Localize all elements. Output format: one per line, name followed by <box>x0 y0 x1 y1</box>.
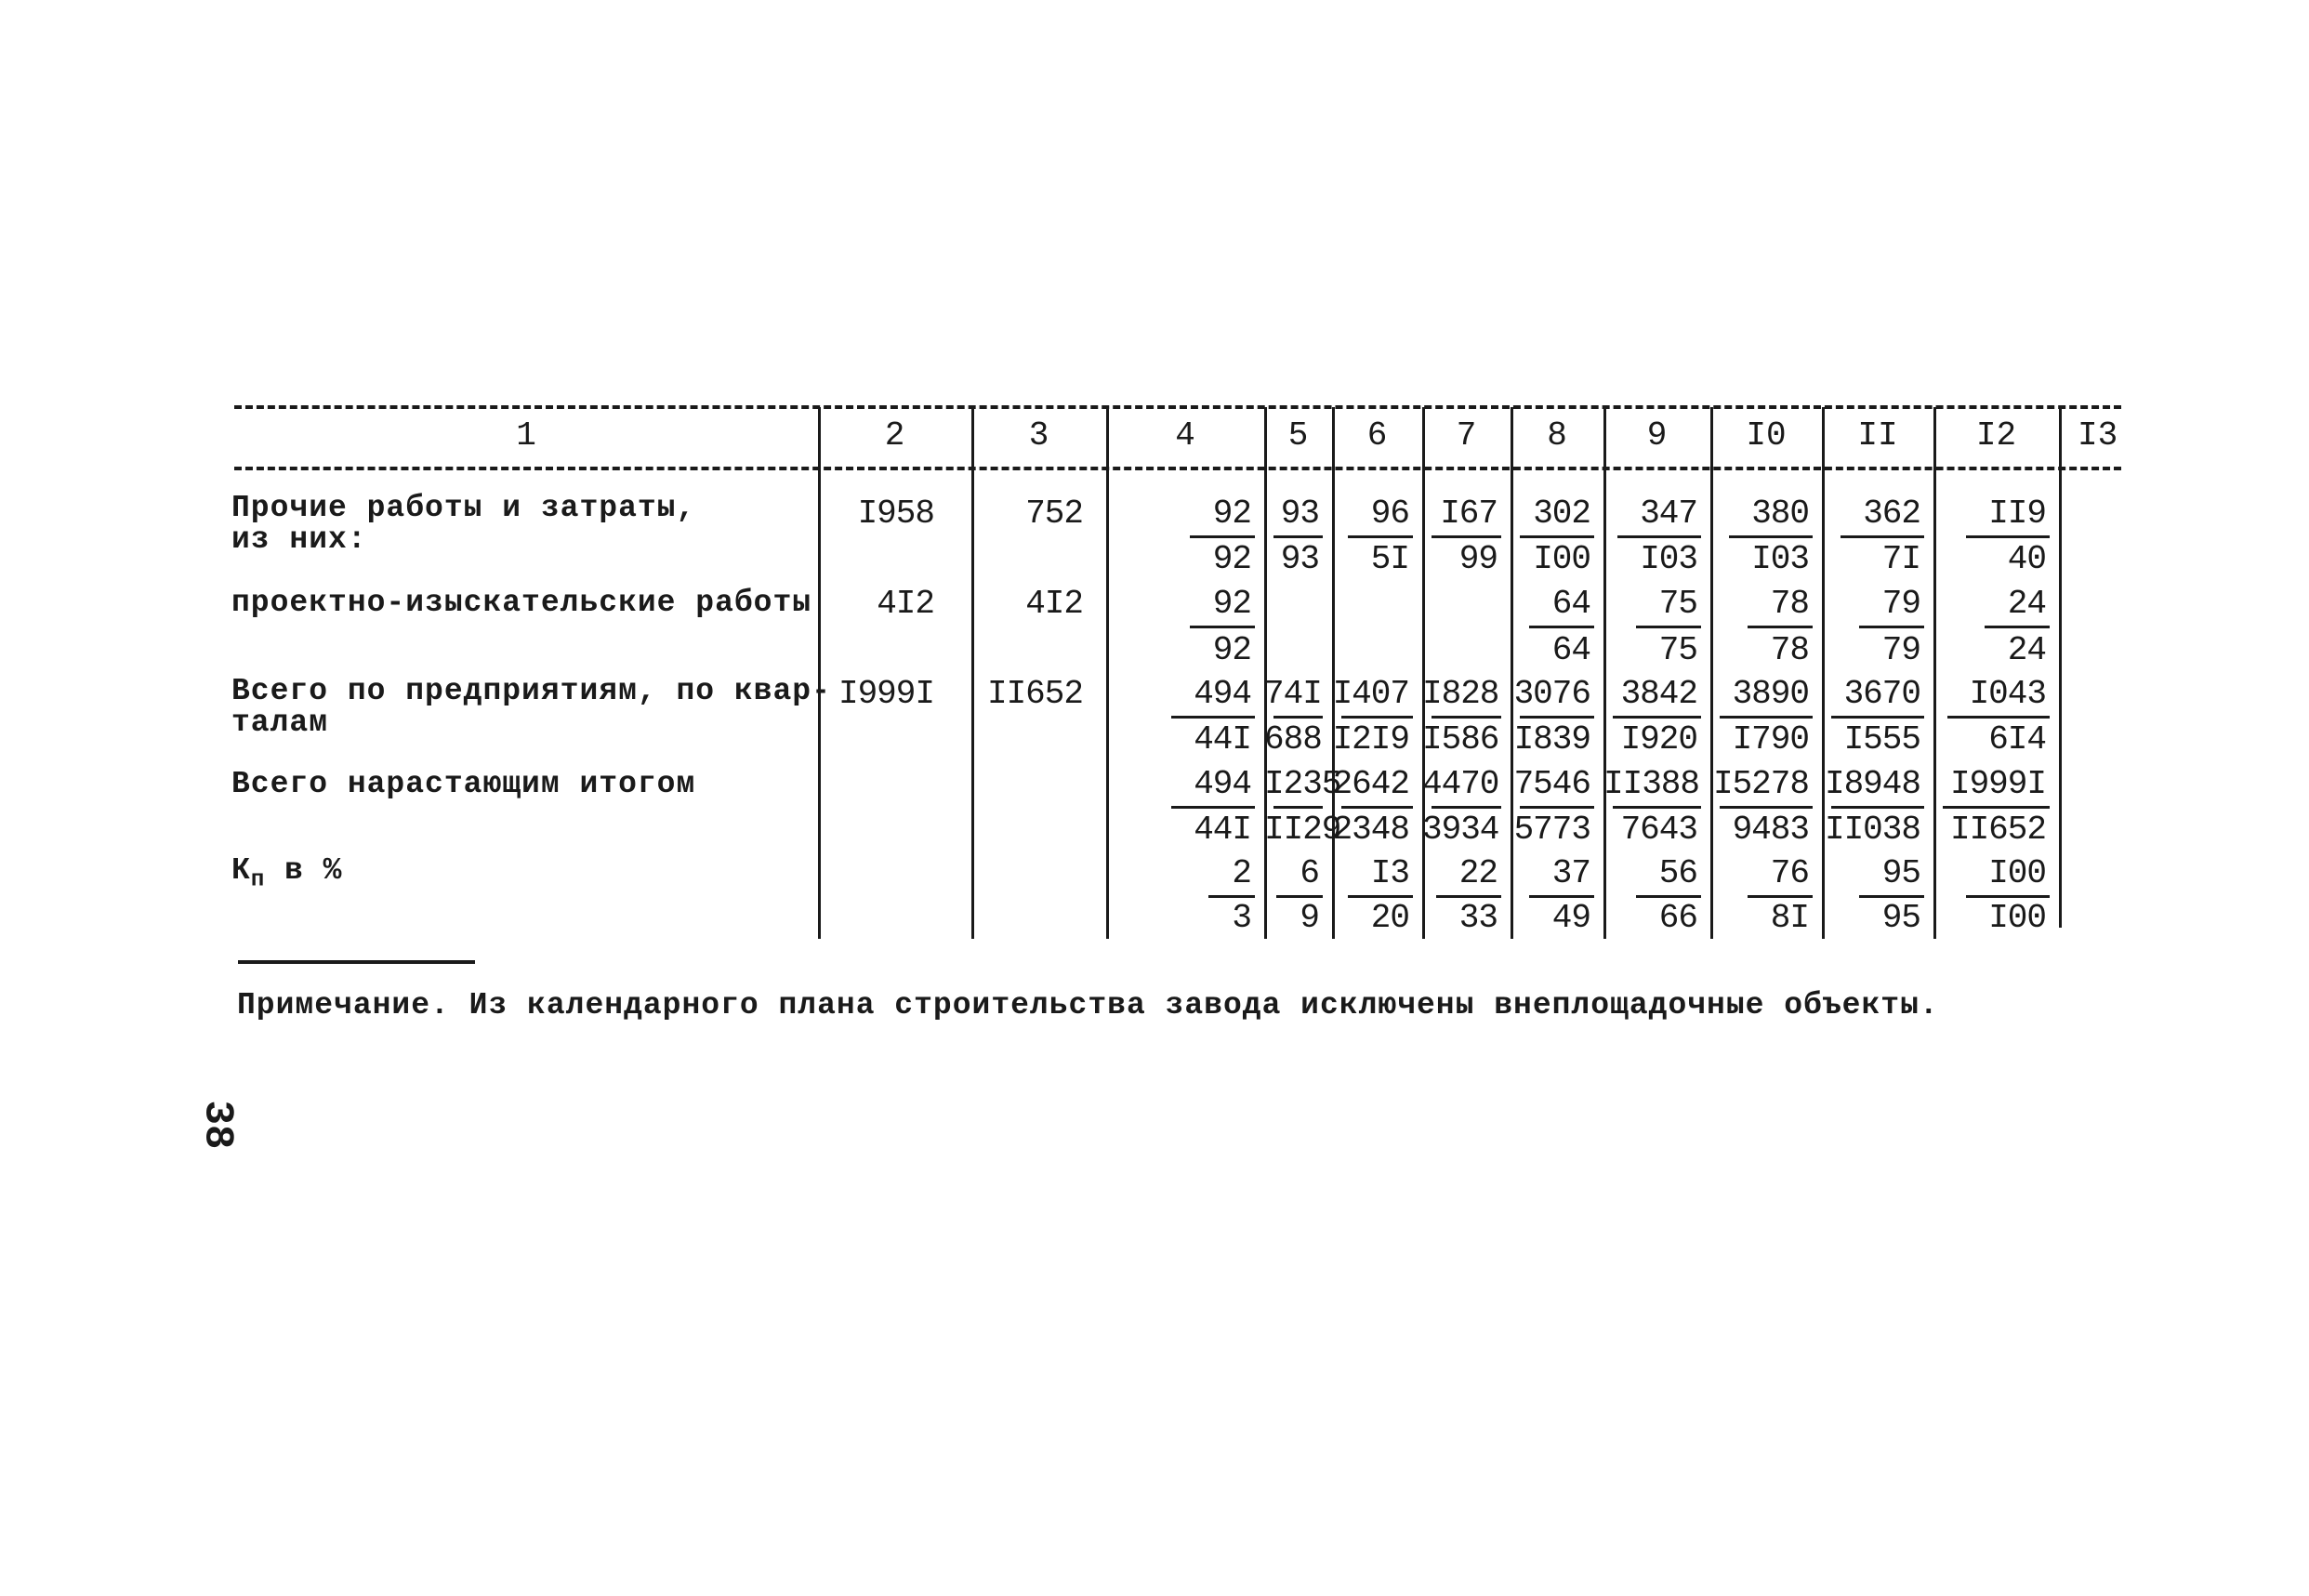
fraction-bar <box>1729 535 1813 538</box>
quarter-value-top: I407 <box>1332 675 1409 713</box>
quarter-value-bottom: 9 <box>1300 899 1319 937</box>
quarter-value-top: 4470 <box>1422 765 1499 803</box>
fraction-bar <box>1432 716 1501 719</box>
quarter-value-bottom: I03 <box>1751 540 1809 578</box>
quarter-value-bottom: 66 <box>1658 899 1697 937</box>
fraction-bar <box>1436 895 1501 898</box>
quarter-value-top: 3890 <box>1732 675 1809 713</box>
header-col-4: 4 <box>1175 416 1195 455</box>
quarter-value-top: 56 <box>1658 854 1697 892</box>
quarter-value-bottom: 79 <box>1881 631 1920 669</box>
quarter-value-bottom: 688 <box>1264 720 1322 758</box>
quarter-value-top: 74I <box>1264 675 1322 713</box>
quarter-value-top: I3 <box>1370 854 1409 892</box>
header-col-8: 8 <box>1547 416 1567 455</box>
fraction-bar <box>1341 716 1413 719</box>
quarter-value-bottom: I790 <box>1732 720 1809 758</box>
quarter-value-bottom: 44I <box>1194 720 1251 758</box>
quarter-value-bottom: I586 <box>1422 720 1499 758</box>
fraction-bar <box>1273 716 1323 719</box>
fraction-bar <box>1190 626 1255 628</box>
fraction-bar <box>1841 535 1924 538</box>
fraction-bar <box>1432 806 1501 809</box>
fraction-bar <box>1171 806 1255 809</box>
fraction-bar <box>1947 716 2050 719</box>
quarter-value-bottom: 20 <box>1370 899 1409 937</box>
quarter-value-top: 79 <box>1881 585 1920 623</box>
quarter-value-top: 76 <box>1770 854 1809 892</box>
fraction-bar <box>1720 716 1813 719</box>
fraction-bar <box>1636 626 1701 628</box>
quarter-value-bottom: 7I <box>1881 540 1920 578</box>
header-col-10: I0 <box>1746 416 1787 455</box>
quarter-value-top: 362 <box>1863 495 1920 533</box>
quarter-value-bottom: I839 <box>1513 720 1590 758</box>
quarter-value-bottom: 5I <box>1370 540 1409 578</box>
cell-col3: II652 <box>986 675 1083 713</box>
quarter-value-top: II9 <box>1988 495 2046 533</box>
header-col-7: 7 <box>1456 416 1477 455</box>
fraction-bar <box>1748 626 1813 628</box>
quarter-value-top: I999I <box>1949 765 2046 803</box>
column-rule <box>2059 407 2062 928</box>
quarter-value-top: 3670 <box>1843 675 1920 713</box>
fraction-bar <box>1520 535 1594 538</box>
cell-col2: 4I2 <box>877 585 934 623</box>
table-note: Примечание. Из календарного плана строительства завода исключены внеплощадочные объекты. <box>237 988 1939 1022</box>
fraction-bar <box>1613 716 1701 719</box>
fraction-bar <box>1859 895 1924 898</box>
fraction-bar <box>1432 535 1501 538</box>
cell-col3: 4I2 <box>1025 585 1083 623</box>
header-col-12: I2 <box>1975 416 2017 455</box>
fraction-bar <box>1208 895 1255 898</box>
cell-col2: I999I <box>838 675 934 713</box>
quarter-value-bottom: I555 <box>1843 720 1920 758</box>
fraction-bar <box>1966 535 2050 538</box>
quarter-value-bottom: II29 <box>1264 811 1341 849</box>
quarter-value-top: 96 <box>1370 495 1409 533</box>
quarter-value-top: 6 <box>1300 854 1319 892</box>
quarter-value-top: I5278 <box>1712 765 1809 803</box>
fraction-bar <box>1943 806 2050 809</box>
quarter-value-top: 2 <box>1232 854 1251 892</box>
header-col-11: II <box>1857 416 1898 455</box>
column-rule <box>971 407 974 939</box>
quarter-value-top: 302 <box>1533 495 1590 533</box>
fraction-bar <box>1748 895 1813 898</box>
fraction-bar <box>1966 895 2050 898</box>
header-col-3: 3 <box>1028 416 1049 455</box>
quarter-value-top: 95 <box>1881 854 1920 892</box>
cell-col3: 752 <box>1025 495 1083 533</box>
quarter-value-top: 3842 <box>1620 675 1697 713</box>
header-col-1: 1 <box>516 416 536 455</box>
fraction-bar <box>1276 895 1323 898</box>
fraction-bar <box>1273 535 1323 538</box>
fraction-bar <box>1348 895 1413 898</box>
quarter-value-bottom: 92 <box>1212 631 1251 669</box>
fraction-bar <box>1341 806 1413 809</box>
fraction-bar <box>1520 716 1594 719</box>
quarter-value-top: 78 <box>1770 585 1809 623</box>
fraction-bar <box>1529 895 1594 898</box>
quarter-value-bottom: I920 <box>1620 720 1697 758</box>
fraction-bar <box>1617 535 1701 538</box>
page-number: 38 <box>193 1100 241 1150</box>
quarter-value-top: 3076 <box>1513 675 1590 713</box>
quarter-value-top: 494 <box>1194 765 1251 803</box>
fraction-bar <box>1831 806 1924 809</box>
cell-col2: I958 <box>857 495 934 533</box>
quarter-value-bottom: I00 <box>1533 540 1590 578</box>
quarter-value-bottom: 3 <box>1232 899 1251 937</box>
header-col-9: 9 <box>1646 416 1668 455</box>
quarter-value-top: 92 <box>1212 495 1251 533</box>
quarter-value-top: I67 <box>1440 495 1498 533</box>
fraction-bar <box>1520 806 1594 809</box>
quarter-value-top: II388 <box>1603 765 1700 803</box>
quarter-value-top: 93 <box>1280 495 1319 533</box>
quarter-value-bottom: 40 <box>2007 540 2046 578</box>
quarter-value-top: I00 <box>1988 854 2046 892</box>
quarter-value-bottom: 6I4 <box>1988 720 2046 758</box>
quarter-value-top: I828 <box>1422 675 1499 713</box>
header-col-13: I3 <box>2078 416 2118 455</box>
header-col-2: 2 <box>884 416 905 455</box>
row-label-design-survey: проектно-изыскательские работы <box>231 586 812 620</box>
quarter-value-top: 380 <box>1751 495 1809 533</box>
fraction-bar <box>1348 535 1413 538</box>
fraction-bar <box>1859 626 1924 628</box>
fraction-bar <box>1190 535 1255 538</box>
quarter-value-top: 494 <box>1194 675 1251 713</box>
quarter-value-bottom: 2348 <box>1332 811 1409 849</box>
fraction-bar <box>1636 895 1701 898</box>
quarter-value-bottom: 93 <box>1280 540 1319 578</box>
quarter-value-bottom: 49 <box>1551 899 1590 937</box>
quarter-value-bottom: 44I <box>1194 811 1251 849</box>
quarter-value-bottom: 78 <box>1770 631 1809 669</box>
quarter-value-top: 75 <box>1658 585 1697 623</box>
quarter-value-bottom: II652 <box>1949 811 2046 849</box>
table-top-rule <box>234 405 2121 409</box>
quarter-value-bottom: 3934 <box>1422 811 1499 849</box>
quarter-value-bottom: I03 <box>1640 540 1697 578</box>
footnote-rule <box>238 960 475 964</box>
quarter-value-top: I043 <box>1969 675 2046 713</box>
quarter-value-top: 22 <box>1458 854 1498 892</box>
column-rule <box>818 407 821 939</box>
fraction-bar <box>1529 626 1594 628</box>
fraction-bar <box>1720 806 1813 809</box>
quarter-value-bottom: 95 <box>1881 899 1920 937</box>
row-label-other-works: Прочие работы и затраты, из них: <box>231 491 696 557</box>
quarter-value-bottom: 64 <box>1551 631 1590 669</box>
fraction-bar <box>1831 716 1924 719</box>
quarter-value-bottom: 99 <box>1458 540 1498 578</box>
row-label-cumulative-total: Всего нарастающим итогом <box>231 767 696 801</box>
quarter-value-bottom: II038 <box>1824 811 1920 849</box>
quarter-value-bottom: 33 <box>1458 899 1498 937</box>
quarter-value-top: I235 <box>1264 765 1341 803</box>
row-label-kp-percent: $К_п$ в % <box>231 853 343 893</box>
quarter-value-top: 24 <box>2007 585 2046 623</box>
quarter-value-bottom: 5773 <box>1513 811 1590 849</box>
fraction-bar <box>1171 716 1255 719</box>
quarter-value-bottom: 8I <box>1770 899 1809 937</box>
header-col-5: 5 <box>1287 416 1309 455</box>
row-label-total-by-quarter: Всего по предприятиям, по квар- талам <box>231 674 831 740</box>
quarter-value-top: 92 <box>1212 585 1251 623</box>
quarter-value-bottom: 75 <box>1658 631 1697 669</box>
fraction-bar <box>1985 626 2050 628</box>
header-col-6: 6 <box>1366 416 1388 455</box>
quarter-value-top: 7546 <box>1513 765 1590 803</box>
quarter-value-bottom: 7643 <box>1620 811 1697 849</box>
quarter-value-top: 347 <box>1640 495 1697 533</box>
quarter-value-top: 37 <box>1551 854 1590 892</box>
header-bottom-rule <box>234 467 2121 470</box>
quarter-value-bottom: 92 <box>1212 540 1251 578</box>
quarter-value-top: I8948 <box>1824 765 1920 803</box>
fraction-bar <box>1613 806 1701 809</box>
quarter-value-top: 2642 <box>1332 765 1409 803</box>
quarter-value-bottom: 24 <box>2007 631 2046 669</box>
quarter-value-top: 64 <box>1551 585 1590 623</box>
quarter-value-bottom: 9483 <box>1732 811 1809 849</box>
quarter-value-bottom: I2I9 <box>1332 720 1409 758</box>
quarter-value-bottom: I00 <box>1988 899 2046 937</box>
fraction-bar <box>1273 806 1323 809</box>
